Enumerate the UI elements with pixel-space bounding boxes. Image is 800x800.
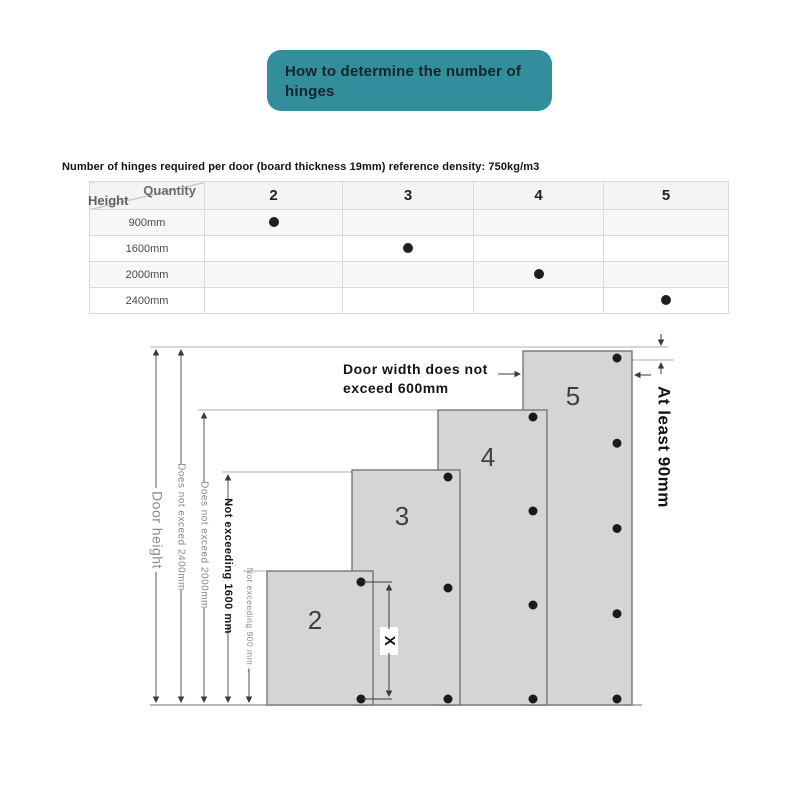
height-cell: 2400mm bbox=[90, 288, 205, 314]
table-row bbox=[90, 210, 729, 236]
table-row bbox=[90, 236, 729, 262]
hinge-dot bbox=[529, 695, 538, 704]
hinge-spacing-label: X bbox=[381, 635, 399, 647]
quantity-cell bbox=[343, 210, 474, 236]
hinge-quantity-table bbox=[89, 181, 729, 314]
limit-1600-label: Not exceeding 1600 mm bbox=[222, 498, 235, 634]
quantity-cell bbox=[474, 210, 604, 236]
table-caption: Number of hinges required per door (board thickness 19mm) reference density: 750kg/m3 bbox=[62, 161, 540, 173]
limit-900-label: Not exceeding 900 mm→ bbox=[244, 567, 255, 675]
hinge-dot bbox=[613, 609, 622, 618]
hinge-dot bbox=[529, 413, 538, 422]
door-panel-2 bbox=[267, 571, 373, 705]
height-cell: 1600mm bbox=[90, 236, 205, 262]
hinge-dot bbox=[613, 695, 622, 704]
quantity-cell bbox=[604, 236, 729, 262]
quantity-cell bbox=[474, 288, 604, 314]
hinge-dot bbox=[613, 354, 622, 363]
col-header-4: 4 bbox=[474, 182, 604, 210]
door-width-note-line1: Door width does not bbox=[343, 361, 488, 377]
hinge-count-dot bbox=[403, 243, 413, 253]
door-number-3: 3 bbox=[394, 501, 410, 531]
col-header-5: 5 bbox=[604, 182, 729, 210]
hinge-count-dot bbox=[661, 295, 671, 305]
quantity-cell bbox=[343, 236, 474, 262]
table-row bbox=[90, 288, 729, 314]
quantity-cell bbox=[343, 288, 474, 314]
quantity-cell bbox=[205, 210, 343, 236]
door-height-label: Door height bbox=[149, 491, 166, 569]
hinge-dot bbox=[613, 524, 622, 533]
quantity-cell bbox=[343, 262, 474, 288]
hinge-dot bbox=[444, 584, 453, 593]
table-header-row bbox=[90, 182, 729, 210]
quantity-label: Quantity bbox=[143, 183, 196, 198]
table-row bbox=[90, 262, 729, 288]
quantity-cell bbox=[205, 236, 343, 262]
hinge-dot bbox=[529, 601, 538, 610]
top-gap-label: At least 90mm bbox=[654, 386, 674, 508]
hinge-count-dot bbox=[534, 269, 544, 279]
quantity-cell bbox=[604, 210, 729, 236]
title-banner bbox=[267, 50, 552, 111]
hinge-count-dot bbox=[269, 217, 279, 227]
height-label: Height bbox=[88, 193, 129, 208]
hinge-dot bbox=[613, 439, 622, 448]
col-header-2: 2 bbox=[205, 182, 343, 210]
quantity-cell bbox=[205, 288, 343, 314]
door-number-2: 2 bbox=[307, 605, 323, 635]
door-hinge-diagram bbox=[130, 330, 730, 730]
quantity-cell bbox=[474, 236, 604, 262]
limit-2400-label: Does not exceed 2400mm bbox=[175, 463, 187, 591]
quantity-cell bbox=[604, 262, 729, 288]
door-number-4: 4 bbox=[480, 442, 496, 472]
corner-cell bbox=[90, 182, 205, 210]
hinge-dot bbox=[444, 473, 453, 482]
height-cell: 2000mm bbox=[90, 262, 205, 288]
limit-2000-label: Does not exceed 2000mm bbox=[198, 481, 210, 609]
col-header-3: 3 bbox=[343, 182, 474, 210]
quantity-cell bbox=[474, 262, 604, 288]
hinge-dot bbox=[529, 507, 538, 516]
quantity-cell bbox=[205, 262, 343, 288]
quantity-cell bbox=[604, 288, 729, 314]
height-cell: 900mm bbox=[90, 210, 205, 236]
door-number-5: 5 bbox=[565, 381, 581, 411]
door-width-note-line2: exceed 600mm bbox=[343, 380, 449, 396]
page-title: How to determine the number of hinges bbox=[285, 63, 522, 100]
hinge-dot bbox=[444, 695, 453, 704]
